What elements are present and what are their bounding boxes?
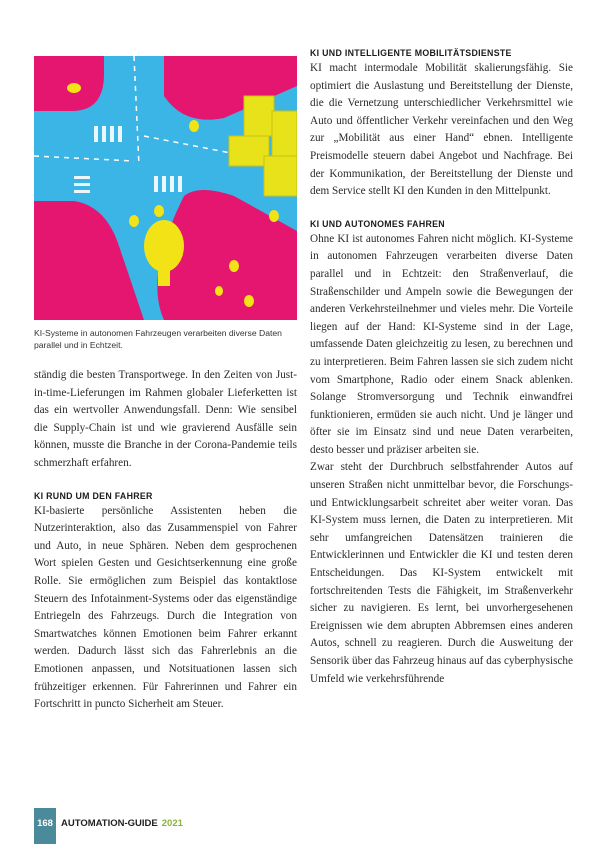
section-paragraph-breakthrough: Zwar steht der Durchbruch selbstfahrender Autos auf unseren Straßen nicht unmittelbar bevor, die Forschungs- und Entwicklungsarbeit schreitet aber weiter voran. Das KI-System muss lernen, die Daten zu interpretieren. Mit sehr umfangreichen Datensätzen trainieren die Entwicklerinnen und Entwickler die KI und testen deren Entscheidungen. Das KI-System entwickelt mit fortschreitenden Tests die Fähigkeit, im Straßenverkehr sicher zu navigieren. Es lernt, bei unvorhergesehenen Ereignissen wie dem abrupten Abbremsen eines anderen Autos, schnell zu reagieren. Durch die Ausweitung der Sensorik über das Fahrzeug hinaus auf das cyberphysische Umfeld wie verkehrsführende [310,461,573,685]
image-caption: KI-Systeme in autonomen Fahrzeugen verarbeiten diverse Daten parallel und in Echtzeit. [34,328,282,350]
left-column-top [34,56,297,351]
guide-name: AUTOMATION-GUIDE [61,818,158,829]
left-column-text [34,367,297,714]
right-column [310,48,573,688]
page-footer [34,808,183,844]
section-heading-autonomous: KI UND AUTONOMES FAHREN [310,218,445,229]
page-number: 168 [34,808,56,844]
section-heading-mobility: KI UND INTELLIGENTE MOBILITÄTSDIENSTE [310,48,512,58]
section-paragraph-mobility: KI macht intermodale Mobilität skalierungsfähig. Sie optimiert die Auslastung und Bereitstellung der Dienste, die die Vernetzung unterschiedlicher Verkehrsmittel wie Auto und öffentlicher Verkehr vereinfachen und den Weg zur „Mobilität aus einer Hand“ ebnen. Intelligente Preismodelle steuern dabei Angebot und Nachfrage. Bei der Kommunikation, der Bereitstellung der Dienste und dem Service stellt KI den Kunden in den Mittelpunkt. [310,62,573,198]
autonomous-traffic-illustration [34,56,297,320]
guide-year: 2021 [161,818,183,829]
section-heading-driver: KI RUND UM DEN FAHRER [34,490,153,501]
section-paragraph-driver: KI-basierte persönliche Assistenten heben die Nutzerinteraktion, also das Zusammenspiel von Fahrer und Auto, in neue Sphären. Neben dem gesprochenen Wort spielen Gesten und Gesichtserkennung eine große Rolle. Sie ermöglichen zum Beispiel das kontaktlose Steuern des Infotainment-Systems oder das eigenständige Entriegeln des Fahrzeugs. Durch die Integration von Smartwatches können Emotionen beim Fahrer erkannt werden. Dadurch lässt sich das Fahrerlebnis an die Emotionen anpassen, und Notsituationen lassen sich frühzeitiger erkennen. Für Fahrerinnen und Fahrer ein Fortschritt in puncto Sicherheit am Steuer. [34,504,297,711]
section-paragraph-autonomous: Ohne KI ist autonomes Fahren nicht möglich. KI-Systeme in autonomen Fahrzeugen verarbeiten diverse Daten parallel und in Echtzeit: den Straßenverlauf, die Straßenschilder und Ampeln sowie die Bewegungen der anderen Verkehrsteilnehmer und vieles mehr. Die Vorteile liegen auf der Hand: KI-Systeme sind in der Lage, umfassende Daten gleichzeitig zu lesen, zu berechnen und zu interpretieren. Beim Fahren lassen sie sich zudem nicht vom Smartphone, Radio oder einem Snack ablenken. Solange Stromversorgung und Technik einwandfrei funktionieren, ermüden sie auch nicht. Und je länger und öfter sie im Einsatz sind und neue Daten verarbeiten, desto besser und präziser arbeiten sie. [310,232,573,456]
intro-paragraph: ständig die besten Transportwege. In den Zeiten von Just-in-time-Lieferungen im Rahmen globaler Lieferketten ist das ein wertvoller Anwendungsfall. Denn: Wie sensibel die Supply-Chain ist und wie gravierend Ausfälle sein können, musste die Branche in der Corona-Pandemie teils schmerzhaft erfahren. [34,369,297,469]
